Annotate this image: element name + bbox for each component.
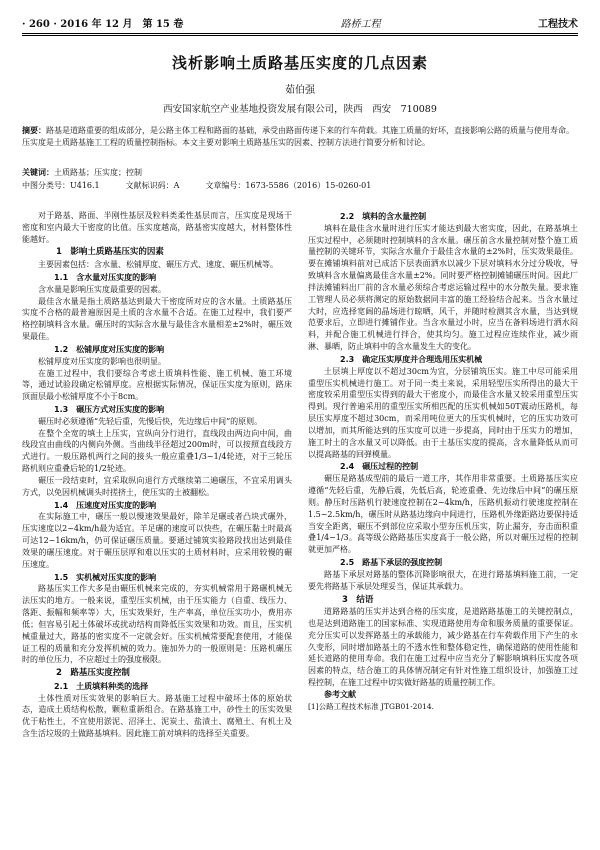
classification-meta [22,180,578,191]
body-paragraph: 最佳含水量是指土质路基达到最大干密度所对应的含水量。土质路基压实度不合格的最普遍原因是土质的含水量不合适。在施工过程中，我们要严格控制填料含水量。碾压时的实际含水量与最佳含水量相差±2%时，碾压效果最佳。 [22,296,292,342]
body-paragraph: 松铺厚度对压实度的影响也很明显。 [38,356,166,366]
subsection-heading: 2.5 路基下承层的强度控制 [340,558,443,568]
body-paragraph: 碾压一段结束时，宜采取纵向退行方式继续第二遍碾压，不宜采用调头方式，以免因机械调头时搓挤土，使压实的土被翻松。 [22,475,292,497]
body-paragraph: 碾压时必须遵循“先轻后重，先慢后快，先边缘后中间”的原则。 [38,416,263,426]
body-paragraph: 含水量是影响压实度最重要的因素。 [38,284,166,294]
subsection-heading: 1.1 含水量对压实度的影响 [54,272,157,282]
section-heading: 1 影响土质路基压实的因素 [56,247,164,258]
article-author: 茹伯强 [285,85,315,96]
keywords-label: 关键词： [22,167,54,177]
abstract-text: 路基是道路重要的组成部分，是公路主体工程和路面的基础，承受由路面传递下来的行车荷载。其施工质量的好坏，直接影响公路的质量与使用寿命。压实度是土质路基施工工程的质量控制指标。本文主要对影响土质路基压实的因素、控制方法进行简要分析和讨论。 [22,126,574,147]
subsection-heading: 1.3 碾压方式对压实度的影响 [54,405,165,414]
subsection-heading: 1.2 松铺厚度对压实度的影响 [54,344,165,354]
subsection-heading: 1.5 实机械对压实度的影响 [54,572,157,582]
subsection-heading: 2.1 土质填料种类的选择 [54,681,149,691]
body-paragraph: 在实际施工中，碾压一般以慢速效果最好，除羊足碾或者凸块式碾外，压实速度以2~4km/h最为适宜。羊足碾的速度可以快些，在碾压黏土时最高可达12~16km/h，仍可保证碾压质量。要通过铺筑实验路段找出达到最佳效果的碾压速度。对于碾压层厚和难以压实的土质材料时，应采用较慢的碾压速度。 [22,512,292,569]
body-paragraph: 对于路基、路面、半刚性基层及粒料类柔性基层而言，压实度是现场干密度和室内最大干密度的比值。压实度越高，路基密实度越大，材料整体性能越好。 [22,211,292,244]
references-heading: 参考文献 [324,689,356,699]
clc-number: 中图分类号：U416.1 [22,181,100,190]
body-paragraph: 土体性质对压实效果的影响巨大。路基施工过程中破坏土体的原始状态，造成土质结构松散，颗粒重新组合。在路基施工中，砂性土的压实效果优于粘性土，不宜使用淤泥、沼泽土、泥炭土、盐渍土、腐殖土、有机土及含生活垃圾的土做路基填料。因此施工前对填料的选择至关重要。 [22,693,292,739]
article-title: 浅析影响土质路基压实度的几点因素 [171,54,428,72]
author-affiliation: 西安国家航空产业基地投资发展有限公司，陕西 西安 710089 [163,104,437,115]
section-heading: 3 结语 [342,594,374,605]
header-journal-section: 路桥工程 [340,19,381,30]
section-heading: 2 路基压实度控制 [56,668,130,679]
keywords-text: 土质路基；压实度；控制 [54,168,142,177]
header-category: 工程技术 [537,19,578,30]
right-column [308,210,578,850]
reference-entry: [1]公路工程技术标准 JTGB01-2014. [308,701,435,711]
body-paragraph: 碾压是路基成型前的最后一道工序，其作用非常重要。土质路基压实应遵循“先轻后重，先静后震，先低后高，轮迹重叠、先边缘后中间”的碾压原则。静压时压路机行驶速度控制在2~4km/h，压路机振动行驶速度控制在1.5~2.5km/h，碾压时从路基边缘向中间进行，压路机外缘距路边要保持适当安全距离，碾压不到部位应采取小型夯压机压实，防止漏夯，夯击面积重叠1/4~1/3。高等级公路路基压实度高于一般公路，所以对碾压过程的控制就更加严格。 [308,474,578,555]
body-paragraph: 在整个全宽的填土上压实，宜纵向分行进行，直线段由两边向中间，曲线段宜由曲线的内侧向外侧。当曲线半径超过200m时，可以按照直线段方式进行。一般压路机两行之间的接头一般应重叠1/3~1/4轮迹，对于三轮压路机则应重叠后轮的1/2轮迹。 [22,428,292,474]
subsection-heading: 2.2 填料的含水量控制 [340,212,427,221]
body-paragraph: 路基压实工作大多是由碾压机械来完成的，夯实机械常用于路碾机械无法压实的地方。一般来说，重型压实机械，由于压实能力（自重、线压力、落距、振幅和频率等）大，压实效果好，生产率高，单位压实功小，费用亦低；但容易引起土体破坏或扰动结构而降低压实效果和功效。而且，压实机械重量过大，路基的密实度不一定就会好。压实机械常要配套使用，才能保证工程的质量和充分发挥机械的效力。施加外力的一般原则是：压路机碾压时的单位压力，不应超过土的强度极限。 [22,584,292,665]
running-header [22,14,578,30]
body-paragraph: 土层填上厚度以不超过30cm为宜，分层铺筑压实。施工中尽可能采用重型压实机械进行施工。对于同一类土来说，采用轻型压实所得出的最大干密度较采用重型压实得到的最大干密度小，而最佳含水量又较采用重型压实得到。现行普遍采用的重型压实所相匹配的压实机械如50T震动压路机，每层压实厚度不超过30cm，而采用吨位更大的压实机械时，它的压实功效可以增加，而其所能达到的压实度可以进一步提高，同时由于压实力的增加，施工时土的含水量又可以降低。由于土基压实度的提高，含水量降低从而可以提高路基的回弹模量。 [308,366,578,459]
body-paragraph: 路基下承层对路基的整体沉降影响很大，在进行路基填料施工前，一定要先将路基下承层处理妥当，保证其承载力。 [308,569,578,591]
header-issue: · 260 · 2016 年 12 月 第 15 卷 [22,19,184,30]
subsection-heading: 2.4 碾压过程的控制 [340,462,419,472]
subsection-heading: 2.3 确定压实厚度并合理选用压实机械 [340,354,483,364]
header-rule-thin [22,35,578,36]
abstract [22,125,578,148]
abstract-label: 摘要： [22,125,46,135]
body-paragraph: 道路路基的压实并达到合格的压实度，是道路路基施工的关键控制点，也是达到道路施工的国家标准、实现道路使用寿命和服务质量的重要保证。充分压实可以发挥路基土的承载能力，减少路基在行车荷载作用下产生的永久变形，同时增加路基土的不透水性和整体稳定性，确保道路的使用性能和延长道路的使用寿命。我们在施工过程中应当充分了解影响填料压实度各项因素的特点，结合施工的具体情况制定有针对性施工组织设计，加强施工过程控制，在施工过程中切实做好路基的质量控制工作。 [308,607,578,688]
body-paragraph: 主要因素包括：含水量、松铺厚度、碾压方式、速度、碾压机械等。 [38,260,278,270]
body-paragraph: 填料在最佳含水量时进行压实才能达到最大密实度，因此，在路基填土压实过程中，必须随时控制填料的含水量。碾压前含水量控制对整个施工质量控制的关键环节，实际含水量介于最佳含水量的±2%时，压实效果最佳。要在摊铺填料前对已成活下层表面洒水以减少下层对填料水分过分吸收，导致填料含水量偏离最佳含水量±2%。同时要严格控制摊铺碾压时间。因此厂拌法摊铺料出厂前的含水量必须综合考虑运输过程中的水分散失量。要求施工管理人员必须将测定的原始数据同丰富的施工经验结合起来。当含水量过大时，应选择宽阔的晶场进行晾晒，风干，并随时检测其含水量，当达到规范要求后，立即进行摊铺作业。当含水量过小时，应当在备料场进行洒水闷料，并配合施工机械进行拌合，使其均匀。施工过程应连续作业，减少雨淋、暴晒，防止填料中的含水量发生大的变化。 [308,223,578,352]
body-paragraph: 在施工过程中，我们要综合考虑土质填料性能、施工机械、施工环境等，通过试验段确定松铺厚度。应根据实际情况，保证压实度为原则，路床顶面层最小松铺厚度不小于8cm。 [22,368,292,402]
keywords [22,167,578,178]
document-code: 文献标识码：A [125,181,180,190]
body-columns [22,210,578,850]
header-rule [22,33,578,34]
article-number: 文章编号：1673-5586（2016）15-0260-01 [205,181,372,190]
left-column [22,210,292,850]
subsection-heading: 1.4 压速度对压实度的影响 [54,500,157,510]
